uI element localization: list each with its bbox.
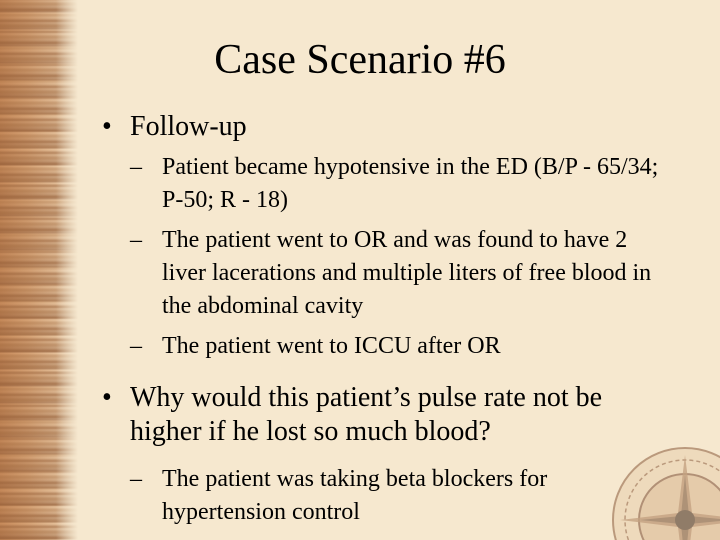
bullet-marker: • xyxy=(102,382,112,413)
sub-bullet xyxy=(100,224,660,323)
bullet-question xyxy=(100,381,660,449)
sub-bullet xyxy=(100,463,660,529)
sub-bullet-text: The patient was taking beta blockers for hypertension control xyxy=(162,466,548,525)
sub-bullet-marker: – xyxy=(130,466,142,492)
sub-bullet xyxy=(100,151,660,217)
sub-bullet-text: Patient became hypotensive in the ED (B/P - 65/34; P-50; R - 18) xyxy=(162,154,659,213)
bullet-heading: Why would this patient’s pulse rate not be higher if he lost so much blood? xyxy=(130,382,603,447)
sub-bullet-text: The patient went to OR and was found to have 2 liver lacerations and multiple liters of free blood in the abdominal cavity xyxy=(162,227,652,319)
bullet-follow-up xyxy=(100,110,660,144)
sub-bullet-marker: – xyxy=(130,333,142,359)
bullet-marker: • xyxy=(102,111,112,142)
bullet-heading: Follow-up xyxy=(130,111,247,142)
sub-bullet-text: The patient went to ICCU after OR xyxy=(162,333,501,359)
slide-content xyxy=(100,110,660,529)
sub-bullet xyxy=(100,330,660,363)
sub-bullet-marker: – xyxy=(130,227,142,253)
sub-bullet-marker: – xyxy=(130,154,142,180)
slide-title: Case Scenario #6 xyxy=(214,37,506,83)
